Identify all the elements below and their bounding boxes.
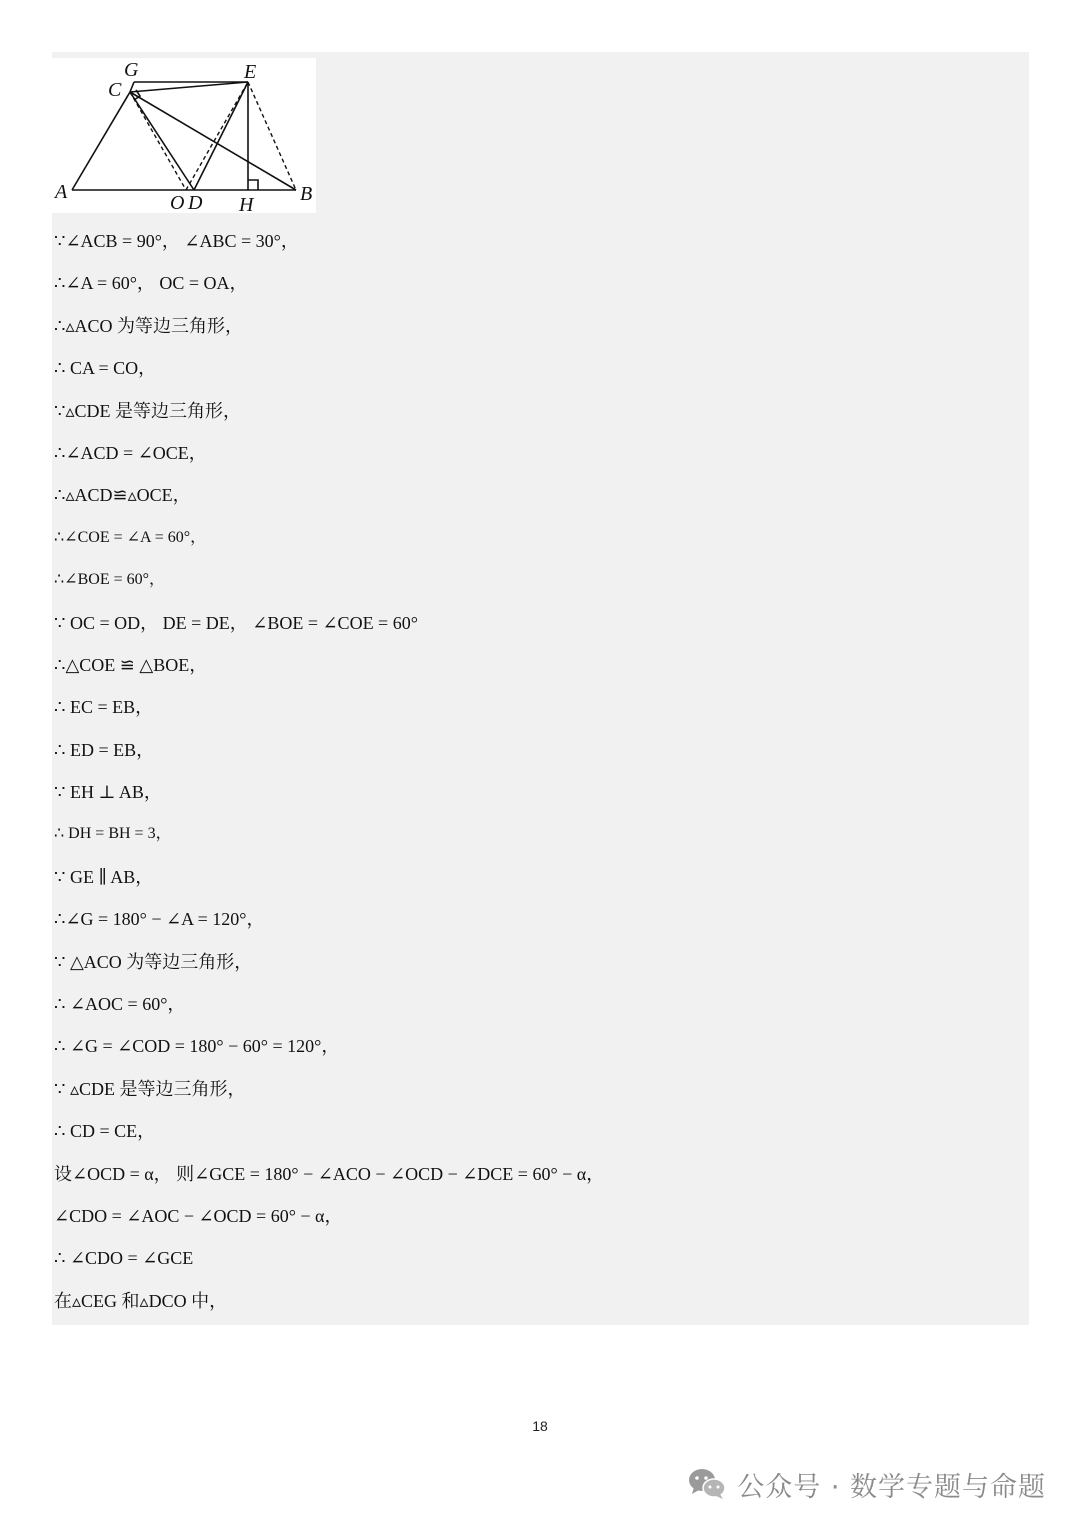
- label-h: H: [239, 194, 254, 213]
- watermark: [687, 1462, 1046, 1506]
- segment-cb: [130, 92, 296, 190]
- segment-ac: [72, 92, 130, 190]
- segment-cd: [130, 92, 194, 190]
- proof-line: 在▵CEG 和▵DCO 中，: [54, 1290, 228, 1311]
- page-number: 18: [532, 1418, 548, 1434]
- proof-line: ∴ ED = EB，: [54, 739, 155, 760]
- proof-line: ∵ ▵CDE 是等边三角形，: [54, 1078, 246, 1099]
- segment-cg: [130, 82, 134, 92]
- proof-line: ∴ DH = BH = 3，: [54, 825, 172, 843]
- proof-line: ∴ ∠AOC = 60°，: [54, 994, 186, 1015]
- proof-line: ∴▵ACO 为等边三角形，: [54, 315, 243, 336]
- proof-line: ∵▵CDE 是等边三角形，: [54, 400, 241, 421]
- proof-line: ∴∠A = 60°， OC = OA，: [54, 273, 248, 294]
- proof-line: ∴ ∠CDO = ∠GCE: [54, 1248, 194, 1269]
- proof-line: ∴ CA = CO，: [54, 358, 157, 379]
- proof-line: ∴∠G = 180° − ∠A = 120°，: [54, 909, 265, 930]
- label-g: G: [124, 59, 139, 81]
- label-d: D: [188, 192, 203, 213]
- right-angle-h: [248, 180, 258, 190]
- proof-line: ∴∠BOE = 60°，: [54, 571, 166, 589]
- label-c: C: [108, 79, 122, 101]
- proof-line: 设∠OCD = α， 则∠GCE = 180° − ∠ACO − ∠OCD − ∠DCE = 60° − α，: [54, 1163, 605, 1184]
- segment-ce: [130, 82, 248, 92]
- proof-line: ∵ △ACO 为等边三角形，: [54, 951, 253, 972]
- geometry-diagram: [52, 58, 316, 213]
- proof-line: ∴ CD = CE，: [54, 1121, 156, 1142]
- proof-line: ∵ OC = OD， DE = DE， ∠BOE = ∠COE = 60°: [54, 612, 418, 633]
- label-b: B: [300, 183, 313, 205]
- label-a: A: [55, 181, 68, 203]
- proof-line: ∵ GE ∥ AB，: [54, 866, 154, 887]
- watermark-text: 公众号 · 数学专题与命题: [737, 1471, 1046, 1503]
- proof-line: ∠CDO = ∠AOC − ∠OCD = 60° − α，: [54, 1205, 343, 1226]
- proof-line: ∴∠COE = ∠A = 60°，: [54, 528, 207, 546]
- segment-de: [194, 82, 248, 190]
- proof-line: ∴∠ACD = ∠OCE，: [54, 442, 207, 463]
- segment-co-dashed: [130, 92, 186, 190]
- proof-line: ∵ EH ⊥ AB，: [54, 782, 162, 803]
- label-e: E: [244, 61, 257, 83]
- proof-line: ∴△COE ≌ △BOE，: [54, 654, 208, 675]
- proof-line: ∴ EC = EB，: [54, 697, 154, 718]
- segment-eb-dashed: [248, 82, 296, 190]
- proof-steps: [54, 220, 1014, 1322]
- geometry-figure: [52, 58, 316, 213]
- wechat-icon: [687, 1466, 727, 1502]
- label-o: O: [170, 192, 185, 213]
- proof-line: ∵∠ACB = 90°， ∠ABC = 30°，: [54, 231, 299, 251]
- proof-line: ∴ ∠G = ∠COD = 180° − 60° = 120°，: [54, 1036, 340, 1057]
- proof-line: ∴▵ACD≌▵OCE，: [54, 485, 191, 506]
- segment-oe-dashed: [186, 82, 248, 190]
